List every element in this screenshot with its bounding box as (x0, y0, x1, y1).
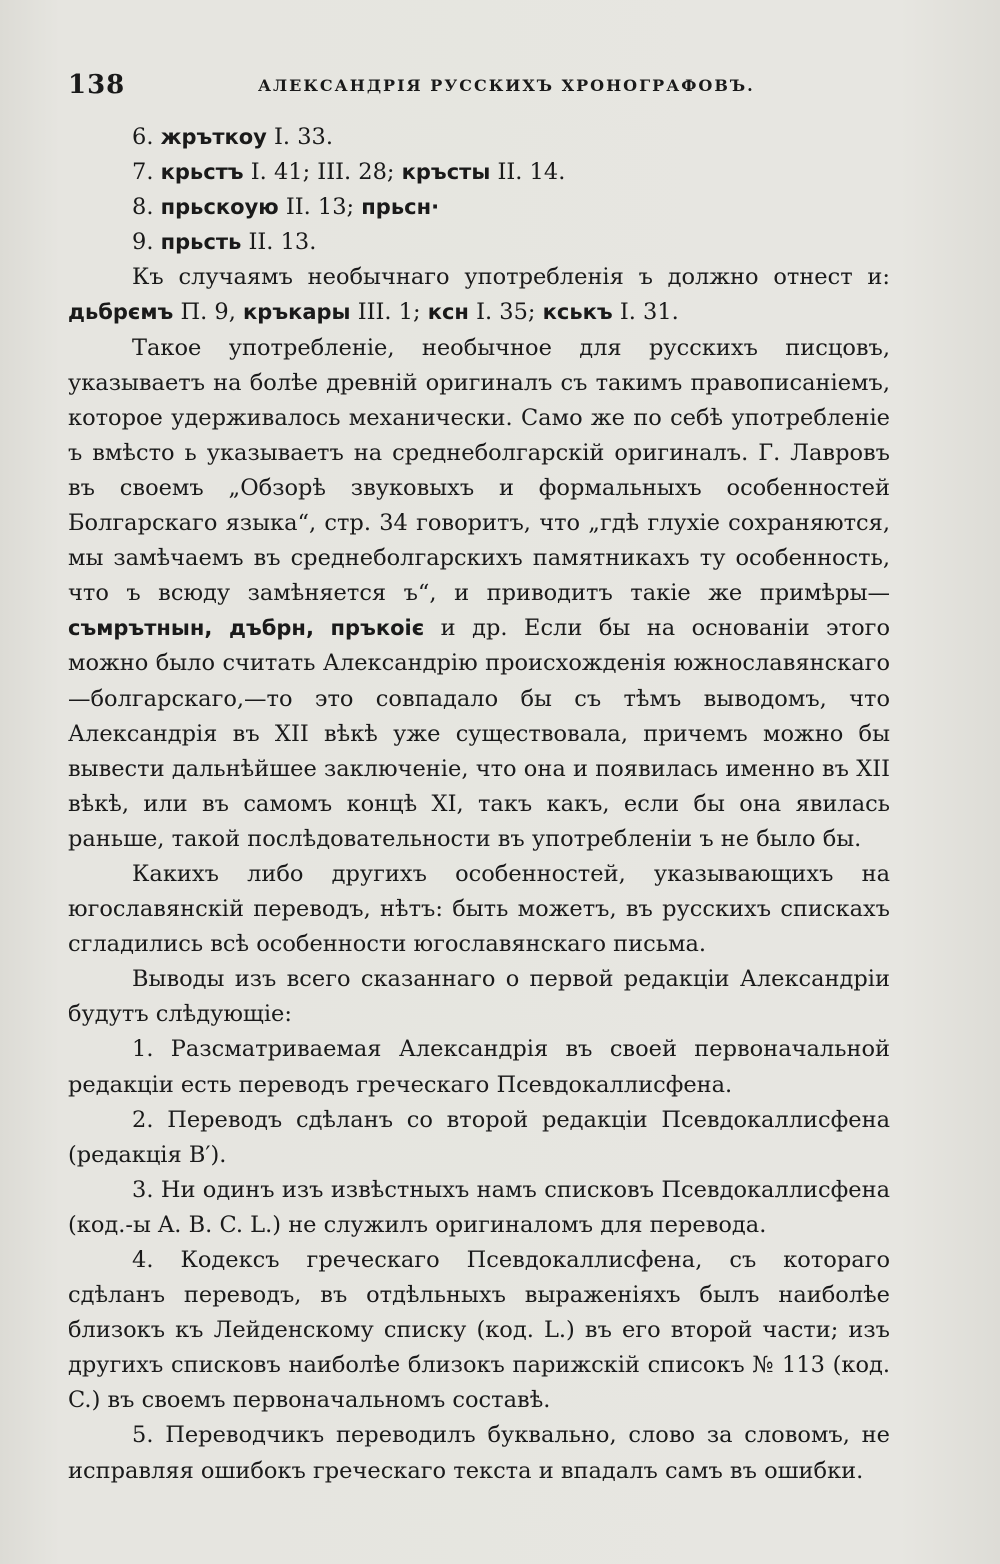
slavonic-word: кръсты (401, 160, 491, 185)
slavonic-word: дьбрємъ (68, 300, 174, 325)
slavonic-word: съмрътнын, дъбрн, пръкоіє (68, 616, 425, 641)
paragraph-unusual-usage: Къ случаямъ необычнаго употребленія ъ должно отнест и: дьбрємъ П. 9, кръкары III. 1; ксн I. 35; кськъ I. 31. (68, 264, 890, 326)
body-text (68, 120, 890, 1489)
conclusion-item: 3. Ни одинъ изъ извѣстныхъ намъ списковъ Псевдокаллисфена (код.-ы A. B. C. L.) не служилъ оригиналомъ для перевода. (68, 1176, 890, 1238)
page-header (68, 70, 888, 106)
conclusion-item: 5. Переводчикъ переводилъ буквально, слово за словомъ, не исправляя ошибокъ греческаго текста и впадалъ самъ въ ошибки. (68, 1422, 890, 1484)
slavonic-word: прьскоую (160, 195, 279, 220)
conclusion-item: 1. Разсматриваемая Александрія въ своей первоначальной редакціи есть переводъ греческаго Псевдокаллисфена. (68, 1036, 890, 1098)
conclusion-item: 2. Переводъ сдѣланъ со второй редакціи Псевдокаллисфена (редакція B′). (68, 1106, 890, 1168)
slavonic-word: кськъ (542, 300, 613, 325)
paragraph-yugoslav-features: Какихъ либо другихъ особенностей, указывающихъ на югославянскій переводъ, нѣтъ: быть можетъ, въ русскихъ спискахъ сгладились всѣ особенности югославянскаго письма. (68, 860, 890, 958)
page-number: 138 (68, 70, 126, 100)
list-item: 7. крьстъ I. 41; III. 28; кръсты II. 14. (132, 159, 566, 186)
paragraph-conclusions-intro: Выводы изъ всего сказаннаго о первой редакціи Александріи будутъ слѣдующіе: (68, 966, 890, 1028)
slavonic-word: ксн (427, 300, 469, 325)
slavonic-word: кръкары (243, 300, 351, 325)
slavonic-word: прьсн· (361, 195, 440, 220)
slavonic-word: жръткоу (160, 125, 267, 149)
list-item: 8. прьскоую II. 13; прьсн· (132, 194, 440, 221)
conclusion-item: 4. Кодексъ греческаго Псевдокаллисфена, съ котораго сдѣланъ переводъ, въ отдѣльныхъ выраженіяхъ былъ наиболѣе близокъ къ Лейденскому списку (код. L.) въ его второй части; изъ другихъ списковъ наиболѣе близокъ парижскій списокъ № 113 (код. C.) въ своемъ первоначальномъ составѣ. (68, 1247, 890, 1414)
slavonic-word: прьсть (160, 230, 242, 255)
running-title: АЛЕКСАНДРІЯ РУССКИХЪ ХРОНОГРАФОВЪ. (258, 76, 755, 95)
list-item: 6. жръткоу I. 33. (132, 124, 334, 150)
slavonic-word: крьстъ (160, 160, 244, 185)
list-item: 9. прьсть II. 13. (132, 229, 317, 256)
paragraph-bulgarian-original: Такое употребленіе, необычное для русскихъ писцовъ, указываетъ на болѣе древній оригиналъ съ такимъ правописаніемъ, которое удерживалось механически. Само же по себѣ употребленіе ъ вмѣсто ь указываетъ на среднеболгарскій оригиналъ. Г. Лавровъ въ своемъ „Обзорѣ звуковыхъ и формальныхъ особенностей Болгарскаго языка“, стр. 34 говоритъ, что „гдѣ глухіе сохраняются, мы замѣчаемъ въ среднеболгарскихъ памятникахъ ту особенность, что ъ всюду замѣняется ъ“, и приводитъ такіе же примѣры—съмрътнын, дъбрн, пръкоіє и др. Если бы на основаніи этого можно было считать Александрію происхожденія южнославянскаго—болгарскаго,—то это совпадало бы съ тѣмъ выводомъ, что Александрія въ XII вѣкѣ уже существовала, причемъ можно бы вывести дальнѣйшее заключеніе, что она и появилась именно въ XII вѣкѣ, или въ самомъ концѣ XI, такъ какъ, если бы она явилась раньше, такой послѣдовательности въ употребленіи ъ не было бы. (68, 334, 890, 852)
